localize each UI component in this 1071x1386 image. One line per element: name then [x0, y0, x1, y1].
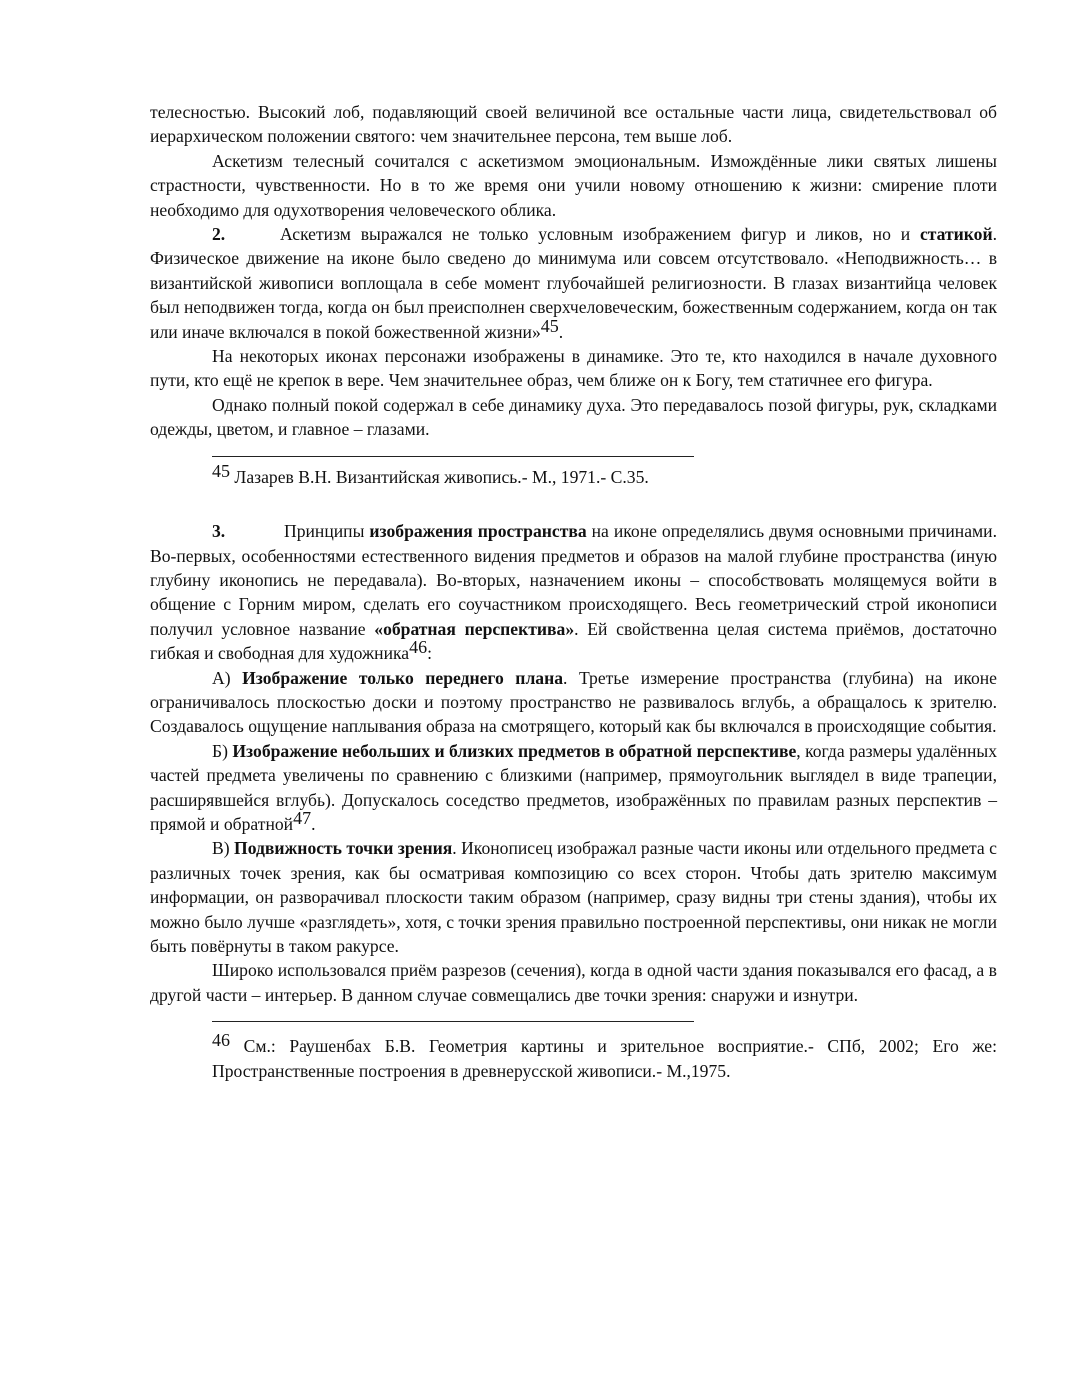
paragraph-dynamics: На некоторых иконах персонажи изображены в динамике. Это те, кто находился в начале духовного пути, кто ещё не крепок в вере. Чем значительнее образ, чем ближе он к Богу, тем статичнее его фигура. [150, 346, 997, 391]
text-run: на иконе определялись двумя основными причинами. Во-первых, особенностями естественного видения предметов и образов на малой глубине пространства (иную глубину иконопись не передавала). Во-вторых, назначением иконы – способствовать молящемуся войти в общение с Горним миром, сделать его соучастником происходящего. Весь геометрический строй иконописи получил условное название [150, 521, 997, 639]
paragraph-continuation: телесностью. Высокий лоб, подавляющий своей величиной все остальные части лица, свидетельствовал об иерархическом положении святого: чем значительнее персона, тем выше лоб. [150, 102, 997, 147]
text-run: . Физическое движение на иконе было сведено до минимума или совсем отсутствовало. «Неподвижность… в византийской живописи воплощала в себе момент глубочайшей религиозности. В глазах византийца человек был неподвижен тогда, когда он был преисполнен сверхчеловеческим, божественным содержанием, когда он так или иначе включался в покой божественной жизни» [150, 224, 997, 342]
paragraph-item-b [150, 739, 997, 837]
footnote-number: 45 [212, 460, 230, 481]
paragraph-point-3 [150, 519, 997, 665]
bold-term: Изображение небольших и близких предметов в обратной перспективе [232, 740, 797, 761]
point-number: 2. [212, 224, 226, 245]
text-run: Аскетизм выражался не только условным изображением фигур и ликов, но и [280, 224, 920, 245]
point-number: 3. [212, 521, 226, 542]
footnote-46 [150, 1030, 997, 1083]
paragraph-spirit: Однако полный покой содержал в себе динамику духа. Это передавалось позой фигуры, рук, складками одежды, цветом, и главное – глазами. [150, 394, 997, 440]
footnote-text: См.: Раушенбах Б.В. Геометрия картины и зрительное восприятие.- СПб, 2002; Его же: Пространственные построения в древнерусской живописи.- М.,1975. [212, 1036, 997, 1081]
bold-term: статикой [919, 224, 993, 245]
footnote-45 [150, 460, 997, 489]
footnote-ref: 46 [409, 637, 428, 658]
text-run: . Иконописец изображал разные части иконы или отдельного предмета с различных точек зрения, как бы осматривая композицию со всех сторон. Чтобы дать зрителю максимум информации, он разворачивал плоскости таким образом (например, сразу видны три стены здания), чтобы их можно было лучше «разглядеть», хотя, с точки зрения правильно построенной перспективы, они никак не могли быть повёрнуты в таком ракурсе. [150, 838, 997, 956]
text-run: , когда размеры удалённых частей предмета увеличены по сравнению с близкими (например, прямоугольник выглядел в виде трапеции, расширявшейся вглубь). Допускалось соседство предметов, изображённых по правилам разных перспектив – прямой и обратной [150, 740, 997, 834]
footnote-number: 46 [212, 1030, 230, 1051]
text-run: . [311, 813, 316, 834]
footnote-text: Лазарев В.Н. Византийская живопись.- М., 1971.- С.35. [230, 466, 649, 487]
paragraph-point-2 [150, 222, 997, 344]
document-page [150, 100, 997, 1083]
text-run: : [427, 643, 432, 664]
footnote-ref: 47 [293, 807, 312, 828]
footnote-ref: 45 [540, 315, 559, 336]
item-label: А) [212, 667, 243, 688]
item-label: Б) [212, 740, 233, 761]
text-run: . Ей свойственна целая система приёмов, достаточно гибкая и свободная для художника [150, 618, 997, 664]
text-run: . [558, 321, 564, 342]
paragraph-item-a [150, 666, 997, 739]
paragraph-sections: Широко использовался приём разрезов (сечения), когда в одной части здания показывался его фасад, а в другой части – интерьер. В данном случае совмещались две точки зрения: снаружи и изнутри. [150, 960, 997, 1005]
paragraph-item-v [150, 836, 997, 958]
paragraph-asceticism: Аскетизм телесный сочитался с аскетизмом эмоциональным. Измождённые лики святых лишены страстности, чувственности. Но в то же время они учили новому отношению к жизни: смирение плоти необходимо для одухотворения человеческого облика. [150, 150, 997, 220]
bold-term: изображения пространства [369, 521, 587, 542]
bold-term: Подвижность точки зрения [234, 838, 453, 859]
text-run: . Третье измерение пространства (глубина) на иконе ограничивалось плоскостью доски и поэтому пространство не развивалось вглубь, а обращалось к зрителю. Создавалось ощущение наплывания образа на смотрящего, который как бы включался в происходящие события. [150, 667, 997, 737]
item-label: В) [212, 838, 235, 859]
bold-term: Изображение только переднего плана [242, 667, 564, 688]
text-run: Принципы [284, 521, 370, 542]
bold-term: «обратная перспектива» [374, 618, 575, 639]
